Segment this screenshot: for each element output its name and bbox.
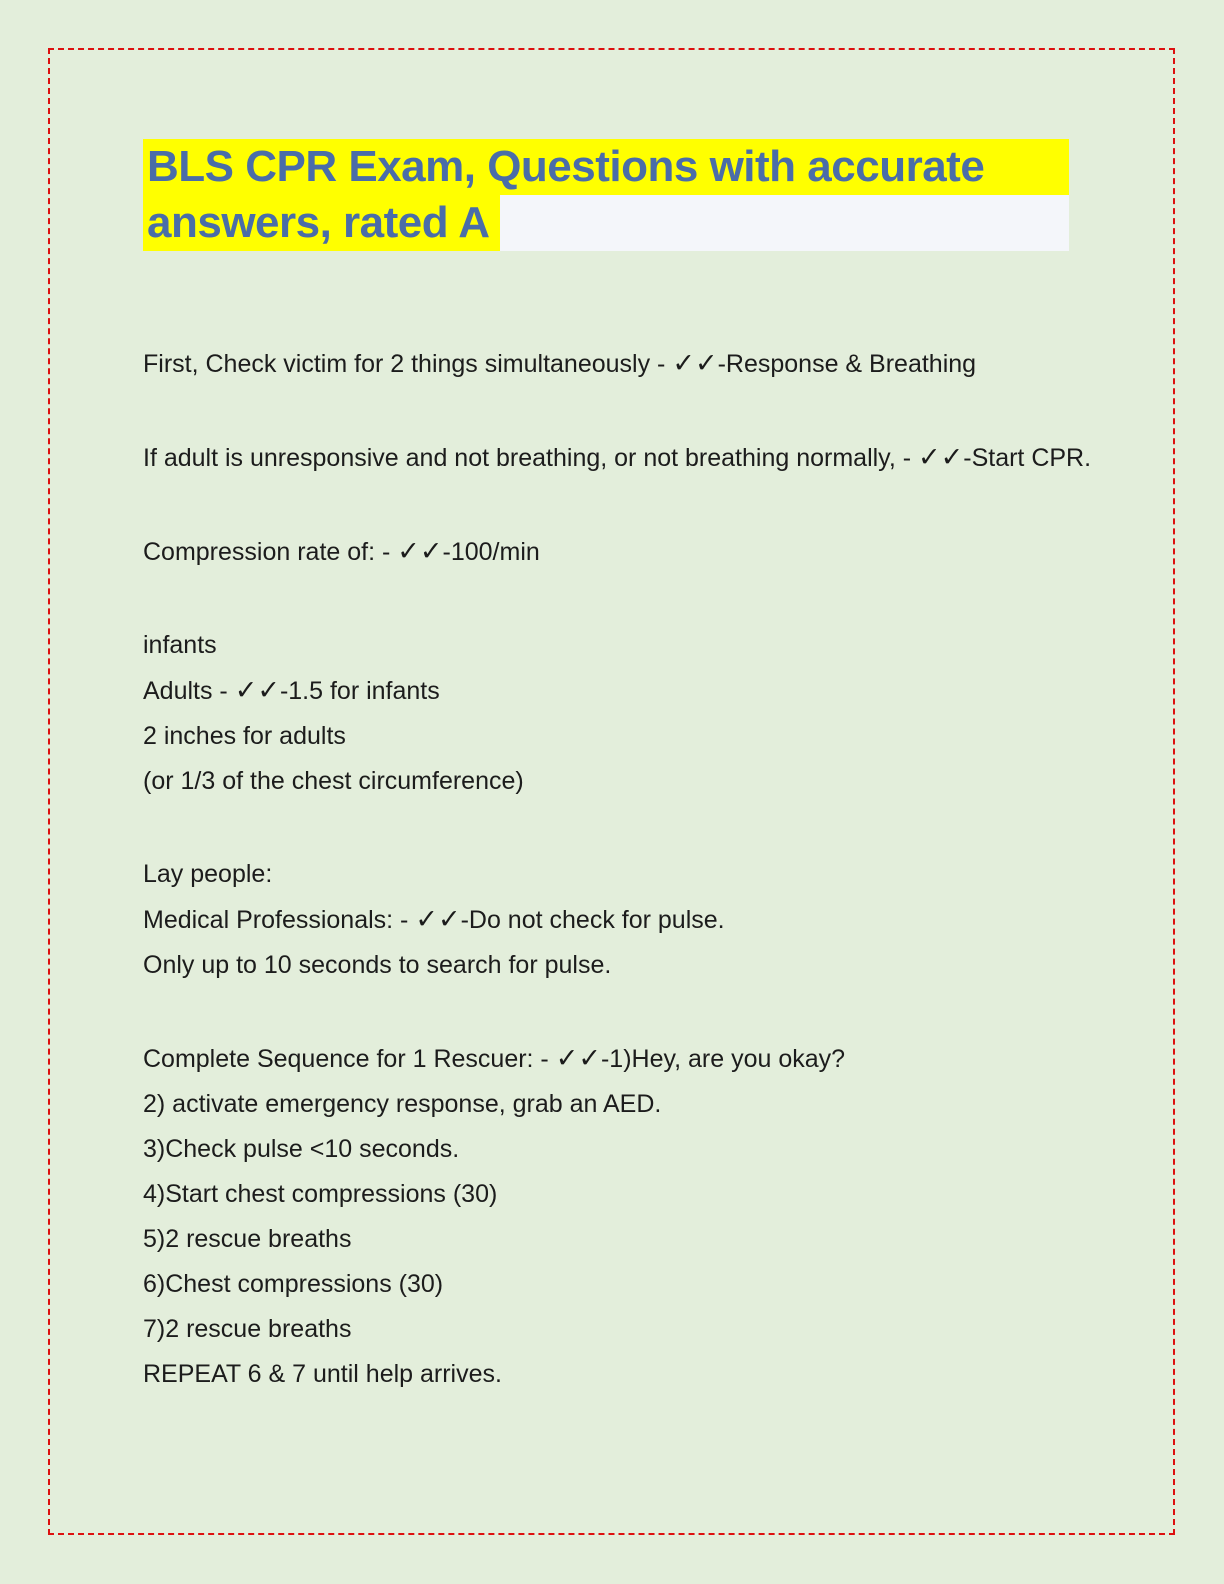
paragraph-group [143,435,1091,481]
text-line: Compression rate of: - ✓✓-100/min [143,536,540,567]
document-title-line1: BLS CPR Exam, Questions with accurate [143,139,1069,195]
paragraph-group [143,529,1091,575]
checkmark-icon: ✓✓ [397,536,443,567]
text-line: REPEAT 6 & 7 until help arrives. [143,1360,502,1388]
title-highlight-filler [500,195,1069,251]
checkmark-icon: ✓✓ [918,442,964,473]
checkmark-icon: ✓✓ [415,904,461,935]
checkmark-icon: ✓✓ [234,675,280,706]
text-line: 6)Chest compressions (30) [143,1270,444,1298]
text-line: 2) activate emergency response, grab an AED. [143,1090,662,1118]
text-line: First, Check victim for 2 things simultaneously - ✓✓-Response & Breathing [143,348,977,379]
text-line: 2 inches for adults [143,722,346,750]
document-title [143,139,1069,251]
text-line: Medical Professionals: - ✓✓-Do not check for pulse. [143,904,725,935]
text-line: infants [143,631,217,659]
text-line: 5)2 rescue breaths [143,1225,352,1253]
document-title-line2: answers, rated A [143,195,500,251]
text-line: 4)Start chest compressions (30) [143,1180,498,1208]
paragraph-group [143,1036,1091,1397]
text-line: Only up to 10 seconds to search for pulse. [143,951,612,979]
text-line: If adult is unresponsive and not breathing, or not breathing normally, - ✓✓-Start CPR. [143,442,1092,473]
checkmark-icon: ✓✓ [672,348,718,379]
document-body [143,341,1091,1445]
checkmark-icon: ✓✓ [555,1043,601,1074]
paragraph-group [143,341,1091,387]
document-title-line2-row [143,195,1069,251]
text-line: Complete Sequence for 1 Rescuer: - ✓✓-1)Hey, are you okay? [143,1043,846,1074]
text-line: Adults - ✓✓-1.5 for infants [143,675,440,706]
text-line: 7)2 rescue breaths [143,1315,352,1343]
paragraph-group [143,623,1091,804]
text-line: (or 1/3 of the chest circumference) [143,767,524,795]
text-line: 3)Check pulse <10 seconds. [143,1135,460,1163]
paragraph-group [143,852,1091,988]
text-line: Lay people: [143,860,273,888]
